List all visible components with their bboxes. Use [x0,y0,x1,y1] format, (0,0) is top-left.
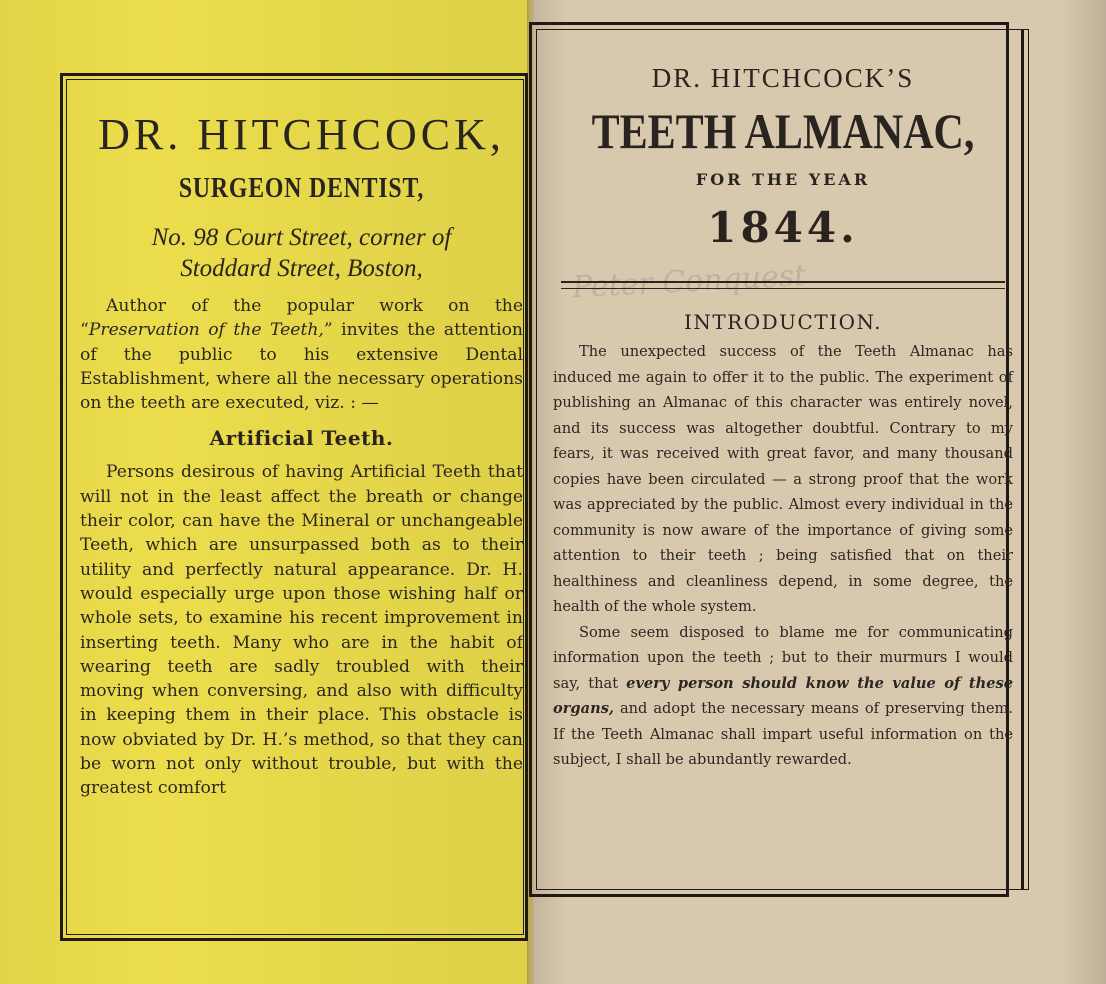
introduction-body [553,339,1013,773]
almanac-year: 1844. [707,203,859,252]
almanac-title: TEETH ALMANAC, [591,103,975,159]
right-border-shadow [1021,29,1024,890]
artificial-teeth-heading: Artificial Teeth. [209,426,394,451]
address-line-2: Stoddard Street, Boston, [180,255,423,282]
dentist-name: DR. HITCHCOCK, [98,110,505,159]
author-text-end: ” invites the attention of the public to his extensive Dental Establishment, where all the necessary operations on the teeth are executed, viz. : — [80,320,523,414]
author-paragraph [80,294,523,415]
para2-text-start: Some seem disposed to blame me for communicating information upon the teeth ; but to their murmurs I would say, that [553,623,1013,692]
dentist-address [80,222,523,284]
artificial-teeth-paragraph: Persons desirous of having Artificial Teeth that will not in the least affect the breath or change their color, can have the Mineral or unchangeable Teeth, which are unsurpassed both as to their utility and perfectly natural appearance. Dr. H. would especially urge upon those wishing half or whole sets, to examine his recent improvement in inserting teeth. Many who are in the habit of wearing teeth are sadly troubled with their moving when conversing, and also with difficulty in keeping them in their place. This obstacle is now obviated by Dr. H.’s method, so that they can be worn not only without trouble, but with the greatest comfort [80,462,523,799]
introduction-paragraph-1: The unexpected success of the Teeth Almanac has induced me again to offer it to the public. The experiment of publishing an Almanac of this character was entirely novel, and its success was altogether doubtful. Contrary to my fears, it was received with great favor, and many thousand copies have been circulated — a strong proof that the work was appreciated by the public. Almost every individual in the community is now aware of the importance of giving some attention to their teeth ; being satisfied that on their healthiness and cleanliness depend, in some degree, the health of the whole system. [553,343,1013,615]
almanac-title-page [553,50,1013,773]
para2-text-end: and adopt the necessary means of preserving them. If the Teeth Almanac shall impart useful information on the subject, I shall be abundantly rewarded. [553,700,1013,768]
book-title-italic: Preservation of the Teeth, [88,320,324,341]
advertisement [80,92,523,801]
for-the-year-label: FOR THE YEAR [695,170,871,189]
introduction-paragraph-2 [553,620,1013,773]
almanac-kicker: DR. HITCHCOCK’S [651,63,915,93]
dentist-title: SURGEON DENTIST, [178,172,425,204]
address-line-1: No. 98 Court Street, corner of [151,224,452,251]
para2-emphasis: every person should know the value of these organs, [553,674,1014,717]
divider-rule-thick [561,281,1005,283]
divider-rule-thin [561,288,1005,289]
introduction-heading: INTRODUCTION. [683,310,883,334]
author-text-start: Author of the popular work on the “ [80,296,523,341]
